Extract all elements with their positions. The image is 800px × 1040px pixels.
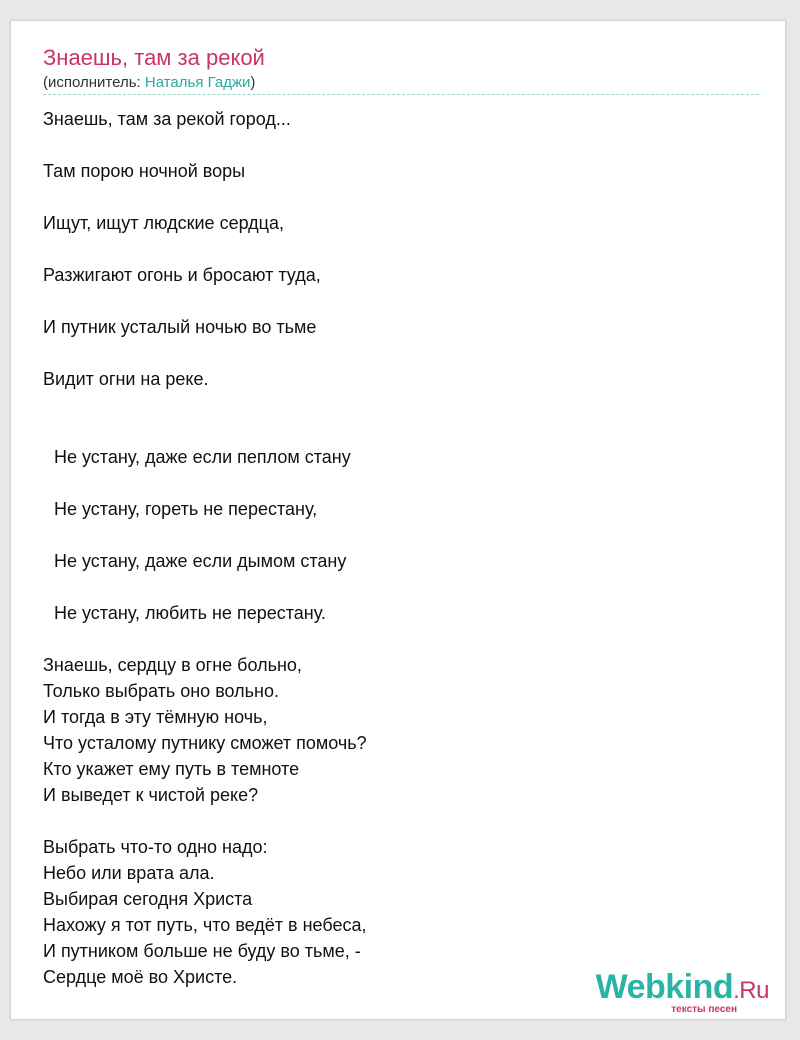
artist-link[interactable]: Наталья Гаджи [144,74,251,91]
stanza-gap [43,184,759,210]
artist-line [43,73,255,93]
lyric-line: Небо или врата ала. [43,863,215,883]
lyric-line: Не устану, даже если дымом стану [54,551,347,571]
stanza-gap [43,132,759,158]
lyric-line: Не устану, даже если пеплом стану [54,447,351,467]
lyric-line: Что усталому путнику сможет помочь? [43,733,367,753]
lyrics-body [43,106,759,990]
lyric-line: Знаешь, сердцу в огне больно, [43,655,302,675]
logo-domain-suffix: .Ru [733,977,769,1004]
stanza-gap [43,340,759,366]
lyric-line: Знаешь, там за рекой город... [43,109,291,129]
lyric-line: Кто укажет ему путь в темноте [43,759,300,779]
stanza-gap [43,470,759,496]
logo-tagline: тексты песен [671,1004,737,1015]
stanza-gap [43,522,759,548]
song-title: Знаешь, там за рекой [43,45,265,70]
lyric-line: Там порою ночной воры [43,161,246,181]
stanza-gap [43,626,759,652]
stanza-gap [43,392,759,444]
lyric-line: Выбрать что-то одно надо: [43,837,268,857]
lyric-line: И выведет к чистой реке? [43,785,259,805]
stanza-gap [43,236,759,262]
lyric-line: Не устану, любить не перестану. [54,603,326,623]
lyric-line: Выбирая сегодня Христа [43,889,253,909]
lyric-line: Ищут, ищут людские сердца, [43,213,284,233]
lyric-line: Нахожу я тот путь, что ведёт в небеса, [43,915,367,935]
stanza-gap [43,574,759,600]
logo-main-text: Webkind [595,968,734,1006]
lyric-line: Не устану, гореть не перестану, [54,499,318,519]
artist-prefix: (исполнитель: [43,74,145,91]
webkind-logo[interactable] [596,969,769,1015]
lyrics-card [10,20,786,1020]
stanza-gap [43,288,759,314]
stanza-gap [43,808,759,834]
lyric-line: И путником больше не буду во тьме, - [43,941,361,961]
lyric-line: И тогда в эту тёмную ночь, [43,707,268,727]
lyric-line: Разжигают огонь и бросают туда, [43,265,321,285]
lyric-line: Только выбрать оно вольно. [43,681,280,701]
title-divider [43,94,759,95]
lyric-line: И путник усталый ночью во тьме [43,317,317,337]
artist-suffix: ) [250,74,256,91]
lyric-line: Видит огни на реке. [43,369,209,389]
lyric-line: Сердце моё во Христе. [43,967,238,987]
